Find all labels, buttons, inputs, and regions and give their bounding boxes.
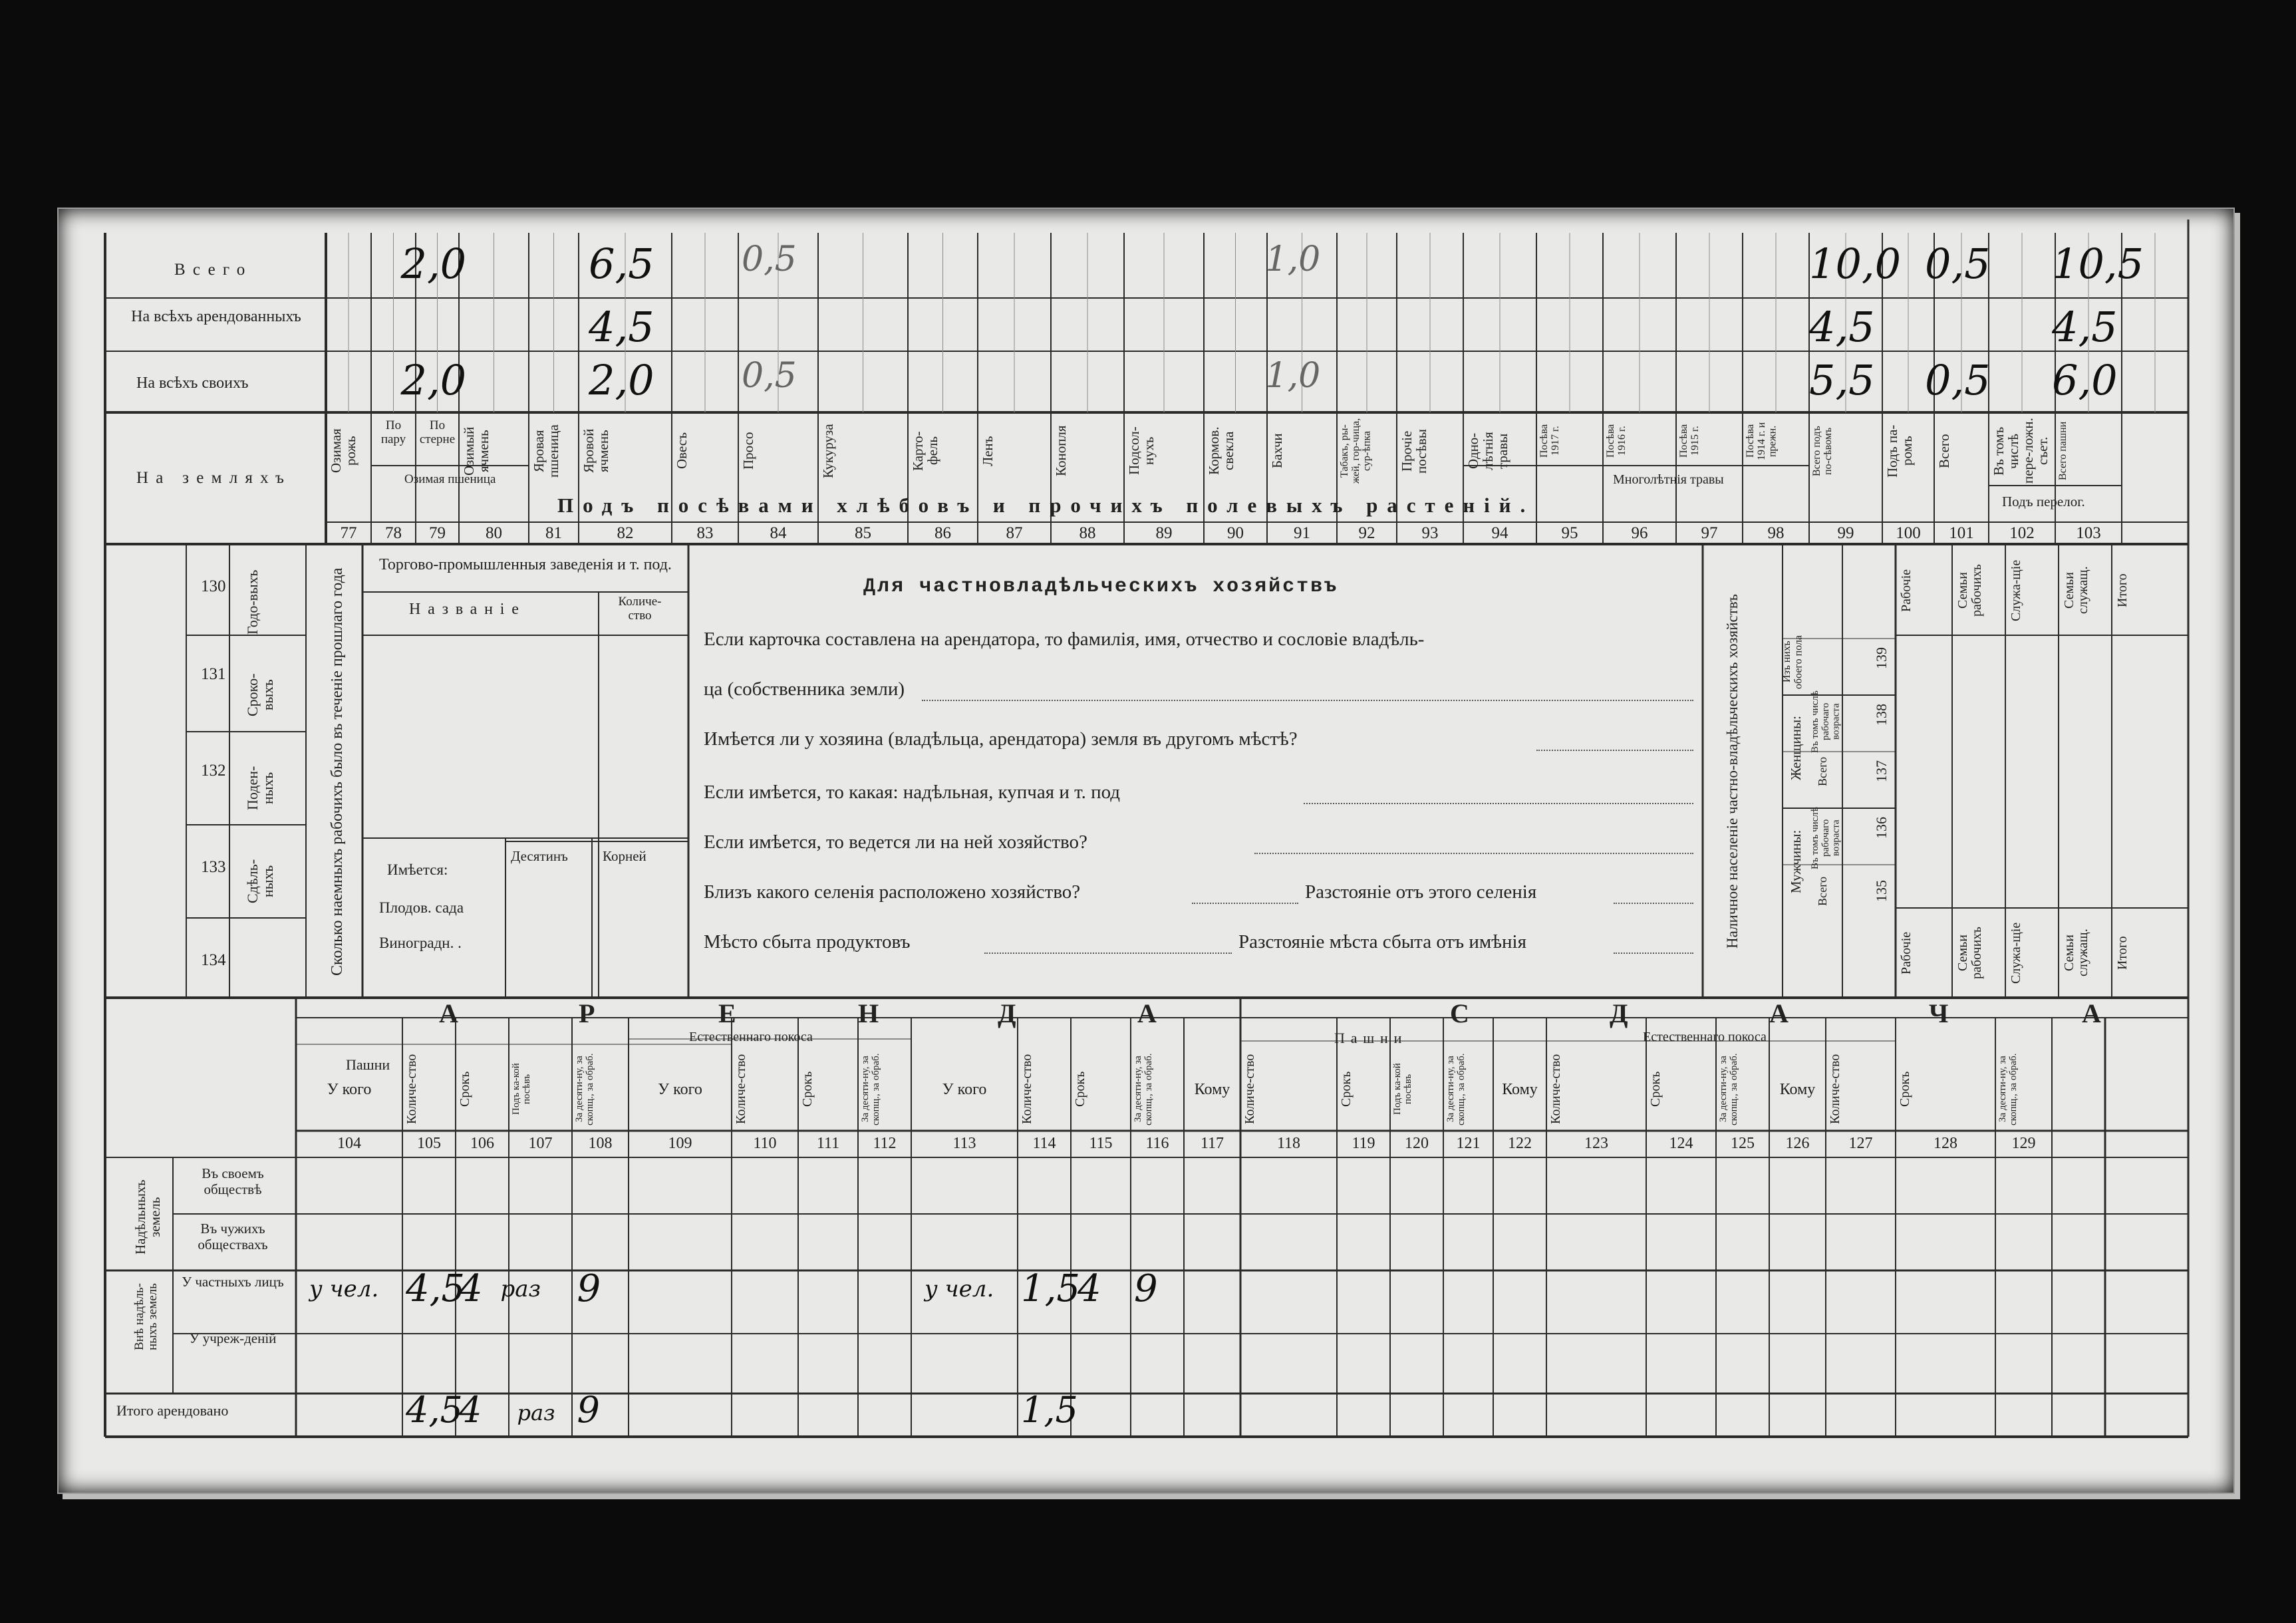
lease-hdr-107: Подъ ка-кой посѣвъ: [511, 1063, 532, 1115]
lease-number-122: 122: [1508, 1135, 1532, 1152]
private-line-7b: Разстояніе мѣста сбыта отъ имѣнія: [1238, 931, 1526, 953]
own-community-label: Въ своемъ обществѣ: [202, 1165, 264, 1198]
lease-hdr-112: За десяти-ну, за скопщ., за обраб.: [860, 1053, 881, 1125]
trade-name-header: Названіе: [409, 601, 526, 618]
men-working-age-label: Въ томъ числѣ рабочаго возраста: [1810, 807, 1842, 869]
lease-number-106: 106: [470, 1135, 494, 1152]
hw-own-91: 1,0: [1265, 356, 1321, 396]
lease-number-124: 124: [1669, 1135, 1693, 1152]
crop-header-102: Въ томъ числѣ пере-ложн. съет.: [1991, 418, 2051, 484]
lease-hdr-115: Срокъ: [1073, 1071, 1087, 1107]
lease-hdr-106: Срокъ: [458, 1071, 472, 1107]
hw-own-99: 5,5: [1809, 356, 1875, 404]
lease-hdr-128: Срокъ: [1898, 1071, 1912, 1107]
lease-number-117: 117: [1200, 1135, 1224, 1152]
lease-hdr-117: Кому: [1194, 1081, 1230, 1098]
fallow-group-label: Подъ перелог.: [2002, 494, 2085, 510]
crop-header-91: Бахчи: [1269, 433, 1285, 469]
has-label: Имѣется:: [387, 861, 448, 878]
col-132-label: Поден-ныхъ: [244, 766, 277, 811]
women-label: Женщины:: [1788, 716, 1804, 781]
market-place-field[interactable]: [984, 953, 1232, 954]
col-130-label: Годо-выхъ: [244, 569, 261, 635]
vineyard-label: Виноградн. .: [379, 935, 462, 951]
crop-header-89: Подсол-нухъ: [1126, 426, 1157, 476]
women-working-age-label: Въ томъ числѣ рабочаго возраста: [1810, 690, 1842, 753]
lease-hdr-109: У кого: [658, 1081, 702, 1098]
hw-private-6: 1,5: [1021, 1267, 1081, 1310]
arenda-hay-label: Естественнаго покоса: [689, 1030, 813, 1044]
crop-header-83: Овесъ: [674, 432, 690, 470]
hw-private-4: 9: [577, 1267, 601, 1310]
crop-number-78: 78: [385, 524, 402, 542]
lease-hdr-129: За десяти-ну, за скопщ., за обраб.: [1997, 1053, 2019, 1125]
lease-hdr-113: У кого: [942, 1081, 987, 1098]
hw-private-8: 9: [1134, 1267, 1158, 1310]
lease-number-121: 121: [1456, 1135, 1481, 1152]
arenda-pashni-label: Пашни: [346, 1056, 390, 1073]
hw-private-3: раз: [500, 1276, 541, 1302]
total-rented-label: Итого арендовано: [116, 1402, 229, 1419]
lease-hdr-105: Количе-ство: [404, 1054, 419, 1125]
crop-number-86: 86: [934, 524, 951, 542]
trade-qty-header: Количе-ство: [618, 595, 662, 623]
hw-own-79: 2,0: [400, 356, 467, 404]
crop-number-95: 95: [1561, 524, 1578, 542]
farming-there-field[interactable]: [1254, 853, 1693, 854]
lease-number-108: 108: [588, 1135, 613, 1152]
arenda-letter-1: А: [439, 998, 458, 1028]
hw-private-5: у чел.: [925, 1276, 994, 1302]
crop-number-98: 98: [1767, 524, 1785, 542]
lease-number-125: 125: [1731, 1135, 1755, 1152]
lease-number-104: 104: [337, 1135, 361, 1152]
row-lands-label: На земляхъ: [136, 469, 292, 487]
lease-hdr-120: Подъ ка-кой посѣвъ: [1392, 1063, 1413, 1115]
crop-number-90: 90: [1227, 524, 1244, 542]
col-139-number: 139: [1873, 647, 1890, 670]
lease-number-113: 113: [952, 1135, 976, 1152]
lease-number-111: 111: [816, 1135, 840, 1152]
hw-total-1: 4: [459, 1389, 482, 1431]
men-all-label: Всего: [1816, 876, 1829, 907]
crop-number-77: 77: [340, 524, 357, 542]
lease-hdr-111: Срокъ: [800, 1071, 815, 1107]
crop-header-80: Озимый ячмень: [461, 426, 492, 476]
crop-header-95: Посѣва 1917 г.: [1538, 424, 1561, 458]
crop-header-103: Всего пашни: [2057, 421, 2069, 481]
crop-header-100: Подъ па-ромъ: [1884, 424, 1916, 478]
crop-number-96: 96: [1631, 524, 1648, 542]
lease-hdr-104: У кого: [327, 1081, 372, 1098]
crop-number-81: 81: [545, 524, 562, 542]
crop-header-98: Посѣва 1914 г. и прежн.: [1745, 422, 1779, 460]
lease-hdr-108: За десяти-ну, за скопщ., за обраб.: [574, 1053, 595, 1125]
sdacha-letter-3: А: [1769, 998, 1789, 1028]
crop-number-103: 103: [2076, 524, 2101, 542]
crop-number-100: 100: [1896, 524, 1921, 542]
lease-hdr-118: Количе-ство: [1242, 1054, 1257, 1125]
row-own-label: На всѣхъ своихъ: [136, 374, 249, 392]
hw-total-3: 9: [577, 1389, 600, 1431]
crop-number-99: 99: [1837, 524, 1854, 542]
lease-number-116: 116: [1145, 1135, 1169, 1152]
hw-total-0: 4,5: [406, 1389, 463, 1431]
hw-total-79: 2,0: [400, 239, 467, 288]
pop-top-col-2: Семьи рабочихъ: [1955, 564, 1984, 617]
col-135-number: 135: [1873, 880, 1890, 903]
lease-number-114: 114: [1032, 1135, 1056, 1152]
lease-hdr-114: Количе-ство: [1020, 1054, 1034, 1125]
hw-private-7: 4: [1077, 1267, 1101, 1310]
lease-number-120: 120: [1405, 1135, 1429, 1152]
col-138-number: 138: [1873, 704, 1890, 726]
pop-top-col-3: Служа-щіе: [2009, 559, 2023, 621]
lease-number-127: 127: [1848, 1135, 1873, 1152]
row-total-label: Всего: [174, 261, 253, 279]
other-sex-label: Изъ нихъ обоего пола: [1781, 635, 1804, 689]
private-block-title: Для частновладѣльческихъ хозяйствъ: [863, 575, 1339, 598]
crop-number-85: 85: [855, 524, 871, 542]
lease-number-110: 110: [753, 1135, 777, 1152]
lease-number-109: 109: [668, 1135, 692, 1152]
sdacha-letter-2: Д: [1610, 998, 1628, 1028]
private-line-4: Если имѣется, то какая: надѣльная, купчая и т. под: [704, 782, 1121, 803]
lease-hdr-110: Количе-ство: [734, 1054, 748, 1125]
crop-number-82: 82: [617, 524, 634, 542]
pop-top-col-5: Итого: [2115, 573, 2130, 607]
winter-wheat-group-label: Озимая пшеница: [404, 472, 496, 486]
pop-bottom-col-3: Служа-щіе: [2009, 922, 2023, 984]
arenda-letter-2: Р: [579, 998, 595, 1028]
orchard-label: Плодов. сада: [379, 899, 464, 916]
col-132-number: 132: [201, 762, 226, 780]
arenda-letter-5: Д: [998, 998, 1016, 1028]
crop-header-92: Табакъ, ры-жей, гор-чица, сур-ѣпка: [1339, 418, 1373, 484]
crop-number-93: 93: [1421, 524, 1439, 542]
lease-hdr-122: Кому: [1502, 1081, 1538, 1098]
pop-bottom-col-4: Семьи служащ.: [2062, 929, 2090, 977]
arenda-letter-3: Е: [718, 998, 736, 1028]
hw-own-101: 0,5: [1925, 356, 1991, 404]
lease-number-105: 105: [417, 1135, 441, 1152]
women-all-label: Всего: [1816, 756, 1829, 787]
hw-private-1: 4,5: [406, 1267, 466, 1310]
crop-number-92: 92: [1358, 524, 1375, 542]
private-line-6b: Разстояніе отъ этого селенія: [1305, 881, 1537, 903]
non-nadel-lands-label: Внѣ надѣль-ныхъ земель: [132, 1283, 160, 1351]
private-line-7a: Мѣсто сбыта продуктовъ: [704, 931, 911, 953]
hw-own-103: 6,0: [2052, 356, 2118, 404]
hw-total-82: 6,5: [589, 239, 654, 288]
nearest-village-field[interactable]: [1192, 903, 1298, 904]
private-persons-label: У частныхъ лицъ: [182, 1274, 284, 1290]
market-distance-field[interactable]: [1614, 953, 1693, 954]
private-line-2: ца (собственника земли): [704, 678, 905, 700]
owner-name-field[interactable]: [922, 700, 1693, 701]
lease-hdr-119: Срокъ: [1339, 1071, 1354, 1107]
lease-hdr-121: За десяти-ну, за скопщ., за обраб.: [1445, 1053, 1467, 1125]
men-label: Мужчины:: [1788, 829, 1804, 893]
hw-own-82: 2,0: [589, 356, 654, 404]
lease-number-118: 118: [1276, 1135, 1301, 1152]
crop-header-82: Яровой ячмень: [581, 428, 612, 474]
private-line-6a: Близъ какого селенія расположено хозяйство?: [704, 881, 1081, 903]
sdacha-letter-5: А: [2082, 998, 2101, 1028]
hw-rented-82: 4,5: [589, 303, 654, 351]
pop-top-col-4: Семьи служащ.: [2062, 566, 2090, 615]
lease-hdr-125: За десяти-ну, за скопщ., за обраб.: [1718, 1053, 1739, 1125]
lease-hdr-127: Количе-ство: [1828, 1054, 1842, 1125]
pop-bottom-col-1: Рабочіе: [1899, 931, 1914, 974]
crop-header-94: Одно-лѣтнія травы: [1465, 432, 1511, 470]
other-land-field[interactable]: [1536, 750, 1693, 751]
other-community-label: Въ чужихъ обществахъ: [198, 1221, 268, 1253]
nadel-lands-label: Надѣльныхъ земель: [132, 1179, 164, 1255]
col-133-label: Сдѣль-ныхъ: [244, 859, 277, 904]
crop-number-101: 101: [1949, 524, 1974, 542]
crop-header-85: Кукуруза: [820, 424, 836, 478]
lease-number-119: 119: [1352, 1135, 1375, 1152]
hw-total-91: 1,0: [1265, 239, 1321, 279]
under-crops-label: Подъ посѣвами хлѣбовъ и прочихъ полевыхъ растеній.: [557, 494, 1535, 517]
lease-number-126: 126: [1785, 1135, 1810, 1152]
private-line-3: Имѣется ли у хозяина (владѣльца, арендатора) земля въ другомъ мѣстѣ?: [704, 728, 1298, 750]
roots-header: Корней: [603, 848, 646, 864]
col-130-number: 130: [201, 577, 226, 595]
crop-header-87: Ленъ: [980, 436, 996, 466]
crop-header-90: Кормов. свекла: [1206, 426, 1237, 476]
sdacha-hay-label: Естественнаго покоса: [1643, 1030, 1767, 1044]
lease-hdr-126: Кому: [1779, 1081, 1816, 1098]
hw-total-99: 10,0: [1809, 239, 1902, 288]
crop-number-83: 83: [696, 524, 714, 542]
village-distance-field[interactable]: [1614, 903, 1693, 904]
col-134-number: 134: [201, 951, 226, 969]
hw-private-0: у чел.: [309, 1276, 379, 1302]
crop-header-77: Озимая рожь: [328, 428, 359, 474]
crop-number-94: 94: [1491, 524, 1508, 542]
population-title: Наличное населеніе частно-владѣльческихъ хозяйствъ: [1724, 594, 1741, 949]
arenda-letter-6: А: [1137, 998, 1157, 1028]
crop-header-96: Посѣва 1916 г.: [1605, 424, 1628, 458]
hw-private-2: 4: [459, 1267, 483, 1310]
sdacha-letter-4: Ч: [1929, 998, 1949, 1028]
lease-number-128: 128: [1934, 1135, 1957, 1152]
crop-number-79: 79: [429, 524, 446, 542]
col-131-number: 131: [201, 665, 226, 683]
hw-total-101: 0,5: [1925, 239, 1991, 288]
land-type-field[interactable]: [1304, 803, 1693, 804]
lease-number-107: 107: [528, 1135, 553, 1152]
crop-number-97: 97: [1701, 524, 1718, 542]
hw-rented-103: 4,5: [2052, 303, 2118, 351]
col-133-number: 133: [201, 858, 226, 876]
hw-total-84: 0,5: [742, 239, 797, 279]
hw-total-2: раз: [517, 1400, 555, 1425]
crop-number-80: 80: [486, 524, 502, 542]
hw-total-4: 1,5: [1021, 1389, 1078, 1431]
crop-header-99: Всего подъ по-сѣвомъ: [1811, 426, 1834, 476]
trade-establishments-title: Торгово-промышленныя заведенія и т. под.: [379, 556, 672, 573]
private-line-1: Если карточка составлена на арендатора, то фамилія, имя, отчество и сословіе владѣль-: [704, 629, 1425, 650]
institutions-label: У учреж-деній: [189, 1330, 277, 1346]
crop-number-102: 102: [2009, 524, 2035, 542]
lease-number-129: 129: [2011, 1135, 2036, 1152]
col-137-number: 137: [1873, 760, 1890, 783]
hw-total-103: 10,5: [2052, 239, 2144, 288]
crop-header-81: Яровая пшеница: [531, 424, 562, 478]
pop-bottom-col-2: Семьи рабочихъ: [1955, 927, 1984, 979]
sdacha-pashni-label: Пашни: [1334, 1030, 1408, 1046]
desyatin-header: Десятинъ: [511, 848, 568, 864]
col-136-number: 136: [1873, 817, 1890, 839]
crop-header-88: Конопля: [1053, 425, 1069, 477]
lease-number-123: 123: [1584, 1135, 1608, 1152]
pop-bottom-col-5: Итого: [2115, 936, 2130, 970]
lease-hdr-116: За десяти-ну, за скопщ., за обраб.: [1133, 1053, 1154, 1125]
hired-workers-title: Сколько наемныхъ рабочихъ было въ теченіе прошлаго года: [329, 567, 346, 976]
lease-number-115: 115: [1089, 1135, 1113, 1152]
crop-header-93: Прочіе посѣвы: [1399, 428, 1430, 474]
hw-rented-99: 4,5: [1809, 303, 1875, 351]
crop-number-84: 84: [770, 524, 787, 542]
crop-header-97: Посѣва 1915 г.: [1678, 424, 1701, 458]
pop-top-col-1: Рабочіе: [1899, 569, 1914, 612]
crop-number-91: 91: [1294, 524, 1310, 542]
perennial-group-label: Многолѣтнія травы: [1613, 472, 1724, 487]
arenda-letter-4: Н: [858, 998, 879, 1028]
lease-hdr-124: Срокъ: [1648, 1071, 1663, 1107]
crop-header-101: Всего: [1936, 434, 1952, 468]
crop-header-84: Просо: [740, 432, 756, 470]
row-rented-label: На всѣхъ арендованныхъ: [131, 308, 301, 325]
private-line-5: Если имѣется, то ведется ли на ней хозяйство?: [704, 831, 1087, 853]
crop-number-89: 89: [1155, 524, 1173, 542]
crop-header-86: Карто-фель: [910, 431, 941, 471]
crop-number-87: 87: [1006, 524, 1023, 542]
lease-number-112: 112: [873, 1135, 897, 1152]
lease-hdr-123: Количе-ство: [1548, 1054, 1563, 1125]
col-131-label: Сроко-выхъ: [244, 673, 277, 717]
crop-header-79: По стерне: [419, 418, 456, 446]
hw-own-84: 0,5: [742, 356, 797, 396]
sdacha-letter-1: С: [1450, 998, 1469, 1028]
crop-header-78: По пару: [380, 418, 406, 446]
crop-number-88: 88: [1079, 524, 1096, 542]
